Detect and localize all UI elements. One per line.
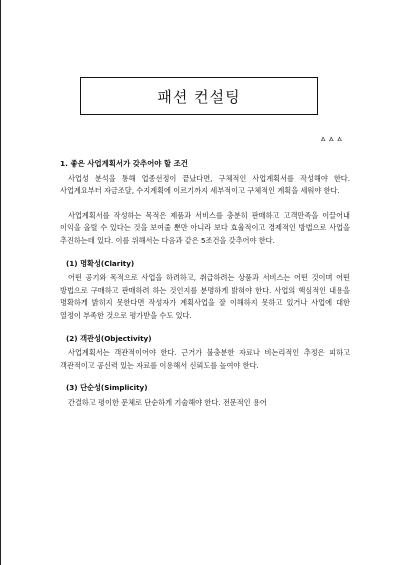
subsection-heading-simplicity: (3) 단순성(Simplicity) (66, 383, 148, 393)
document-title: 패션 컨설팅 (157, 87, 241, 106)
subsection-heading-objectivity: (2) 객관성(Objectivity) (66, 333, 152, 343)
subsection-text-objectivity: 사업계획서는 객관적이어야 한다. 근거가 불충분한 자료나 비논리적인 추정은 피하고 객관적이고 공신력 있는 자료를 이용해서 신뢰도를 높여야 한다. (60, 348, 350, 370)
subsection-heading-clarity: (1) 명확성(Clarity) (66, 258, 135, 268)
page-left-border (0, 0, 1, 565)
subsection-text-simplicity: 간결하고 평이한 문체로 단순하게 기술해야 한다. 전문적인 용어 (68, 397, 267, 407)
title-box (80, 77, 318, 115)
paragraph-1: 사업성 분석을 통해 업종선정이 끝났다면, 구체적인 사업계획서를 작성해야 한다. 사업계요부터 자금조달, 수지계획에 이르기까지 세부적이고 구체적인 계획을 세워야 한다. (60, 173, 350, 196)
triangle-marks: ㅿㅿㅿ (319, 135, 344, 144)
section-heading: 1. 좋은 사업계획서가 갖추어야 할 조건 (60, 159, 188, 168)
document-body (60, 158, 350, 410)
subsection-text-clarity: 어떤 공기와 목적으로 사업을 하려하고, 취급하려는 상품과 서비스는 어떤 것이며 어떤 방법으로 구매하고 판매하려 하는 것인지를 분명하게 밝혀야 한다. 사업의 핵심적인 내용을 명확하게 밝히지 못한다면 작성자가 계획사업을 잘 이해하지 못하고 있거나 사업에 대한 열정이 부족한 것으로 평가받을 수도 있다. (60, 273, 350, 320)
paragraph-gap (60, 198, 350, 210)
paragraph-2: 사업계획서를 작성하는 목적은 제품과 서비스를 충분히 판매하고 고객만족을 이끌어내 이익을 올릴 수 있다는 것을 보여줄 뿐만 아니라 보다 효율적이고 경제적인 방법으로 사업을 추진하는데 있다. 이를 위해서는 다음과 같은 5조건을 갖추어야 한다. (60, 210, 350, 245)
